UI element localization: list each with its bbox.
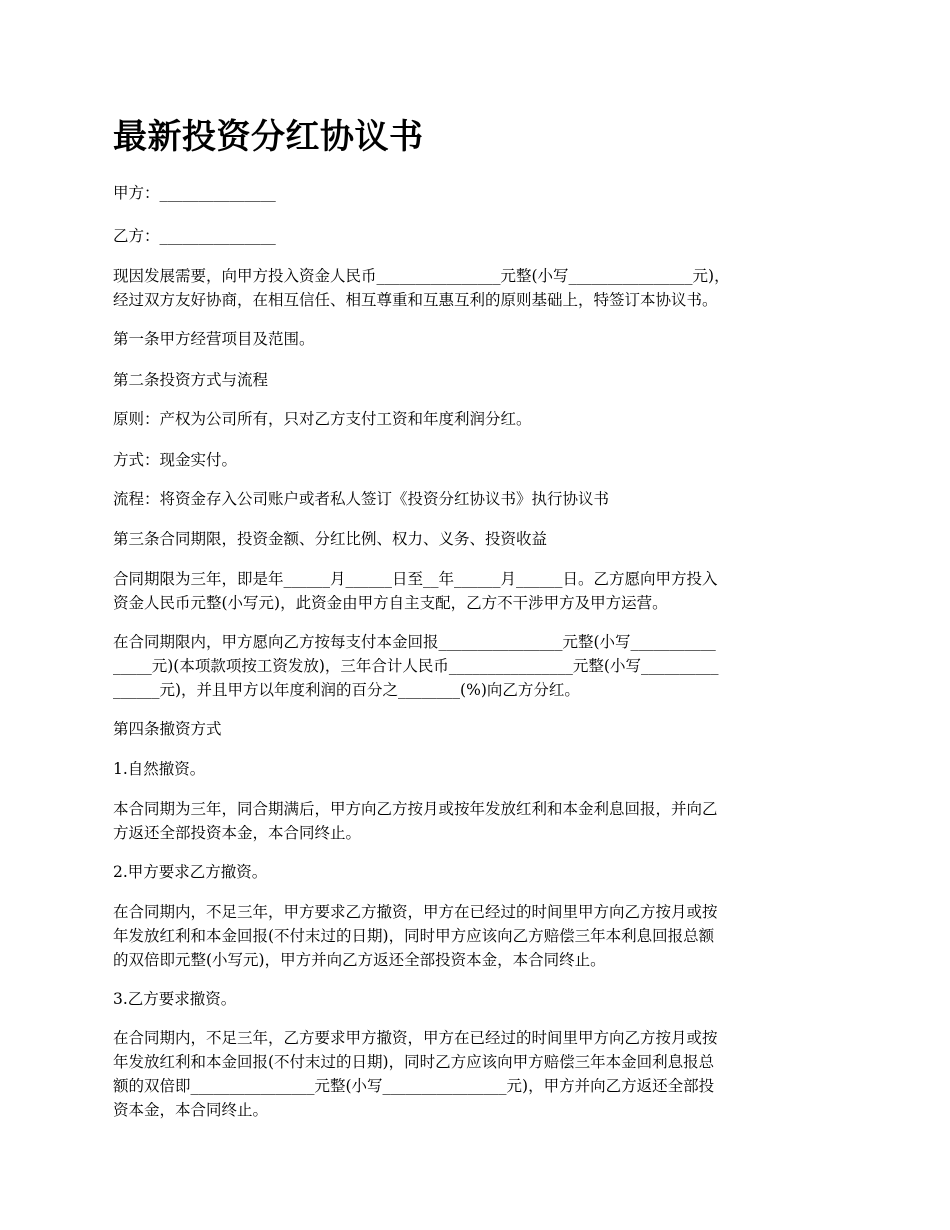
- term-paragraph: [113, 567, 839, 615]
- natural-withdrawal-heading: [113, 757, 839, 781]
- article-2-heading: [113, 368, 839, 392]
- article-4-heading: [113, 717, 839, 741]
- text-line: 2.甲方要求乙方撤资。: [113, 863, 268, 881]
- text-line: 1.自然撤资。: [113, 760, 206, 778]
- text-line: 额的双倍即________________元整(小写________________元)，甲方并向乙方返还全部投: [113, 1077, 715, 1095]
- party-b-line: [113, 224, 839, 248]
- text-line: 第四条撤资方式: [113, 720, 222, 738]
- text-line: 合同期限为三年，即是年______月______日至__年______月______日。乙方愿向甲方投入: [113, 570, 718, 588]
- article-3-heading: [113, 527, 839, 551]
- party-a-request-heading: [113, 860, 839, 884]
- text-line: 方式：现金实付。: [113, 451, 238, 469]
- text-line: _____元)(本项款项按工资发放)，三年合计人民币________________元整(小写__________: [113, 657, 719, 675]
- text-line: 3.乙方要求撤资。: [113, 990, 237, 1008]
- natural-withdrawal-body: [113, 797, 839, 845]
- principle-paragraph: [113, 407, 839, 431]
- text-line: 年发放红利和本金回报(不付末过的日期)，同时乙方应该向甲方赔偿三年本金回利息报总: [113, 1053, 715, 1071]
- process-paragraph: [113, 487, 839, 511]
- text-line: 原则：产权为公司所有，只对乙方支付工资和年度利润分红。: [113, 410, 532, 428]
- text-line: 甲方：_______________: [113, 184, 276, 202]
- text-line: 在合同期内，不足三年，甲方要求乙方撤资，甲方在已经过的时间里甲方向乙方按月或按: [113, 903, 718, 921]
- text-line: 流程：将资金存入公司账户或者私人签订《投资分红协议书》执行协议书: [113, 490, 610, 508]
- party-a-request-body: [113, 900, 839, 972]
- text-line: 资金人民币元整(小写元)，此资金由甲方自主支配，乙方不干涉甲方及甲方运营。: [113, 594, 668, 612]
- method-paragraph: [113, 448, 839, 472]
- document-title: 最新投资分红协议书: [113, 117, 424, 157]
- text-line: 经过双方友好协商，在相互信任、相互尊重和互惠互利的原则基础上，特签订本协议书。: [113, 291, 718, 309]
- text-line: 在合同期内，不足三年，乙方要求甲方撤资，甲方在已经过的时间里甲方向乙方按月或按: [113, 1029, 718, 1047]
- party-b-request-heading: [113, 987, 839, 1011]
- text-line: 第三条合同期限，投资金额、分红比例、权力、义务、投资收益: [113, 530, 548, 548]
- text-line: 第一条甲方经营项目及范围。: [113, 330, 315, 348]
- text-line: ______元)，并且甲方以年度利润的百分之________(%)向乙方分红。: [113, 681, 580, 699]
- text-line: 资本金，本合同终止。: [113, 1101, 269, 1119]
- return-paragraph: [113, 630, 839, 702]
- text-line: 年发放红利和本金回报(不付末过的日期)，同时甲方应该向乙方赔偿三年本利息回报总额: [113, 927, 715, 945]
- text-line: 方返还全部投资本金，本合同终止。: [113, 824, 362, 842]
- text-line: 乙方：_______________: [113, 227, 276, 245]
- party-b-request-body: [113, 1026, 839, 1122]
- text-line: 的双倍即元整(小写元)，甲方并向乙方返还全部投资本金，本合同终止。: [113, 951, 606, 969]
- party-a-line: [113, 181, 839, 205]
- intro-paragraph: [113, 264, 839, 312]
- text-line: 在合同期限内，甲方愿向乙方按每支付本金回报________________元整(小写___________: [113, 633, 716, 651]
- text-line: 本合同期为三年，同合期满后，甲方向乙方按月或按年发放红利和本金利息回报，并向乙: [113, 800, 718, 818]
- article-1-heading: [113, 327, 839, 351]
- text-line: 第二条投资方式与流程: [113, 371, 269, 389]
- text-line: 现因发展需要，向甲方投入资金人民币________________元整(小写________________元)，: [113, 267, 730, 285]
